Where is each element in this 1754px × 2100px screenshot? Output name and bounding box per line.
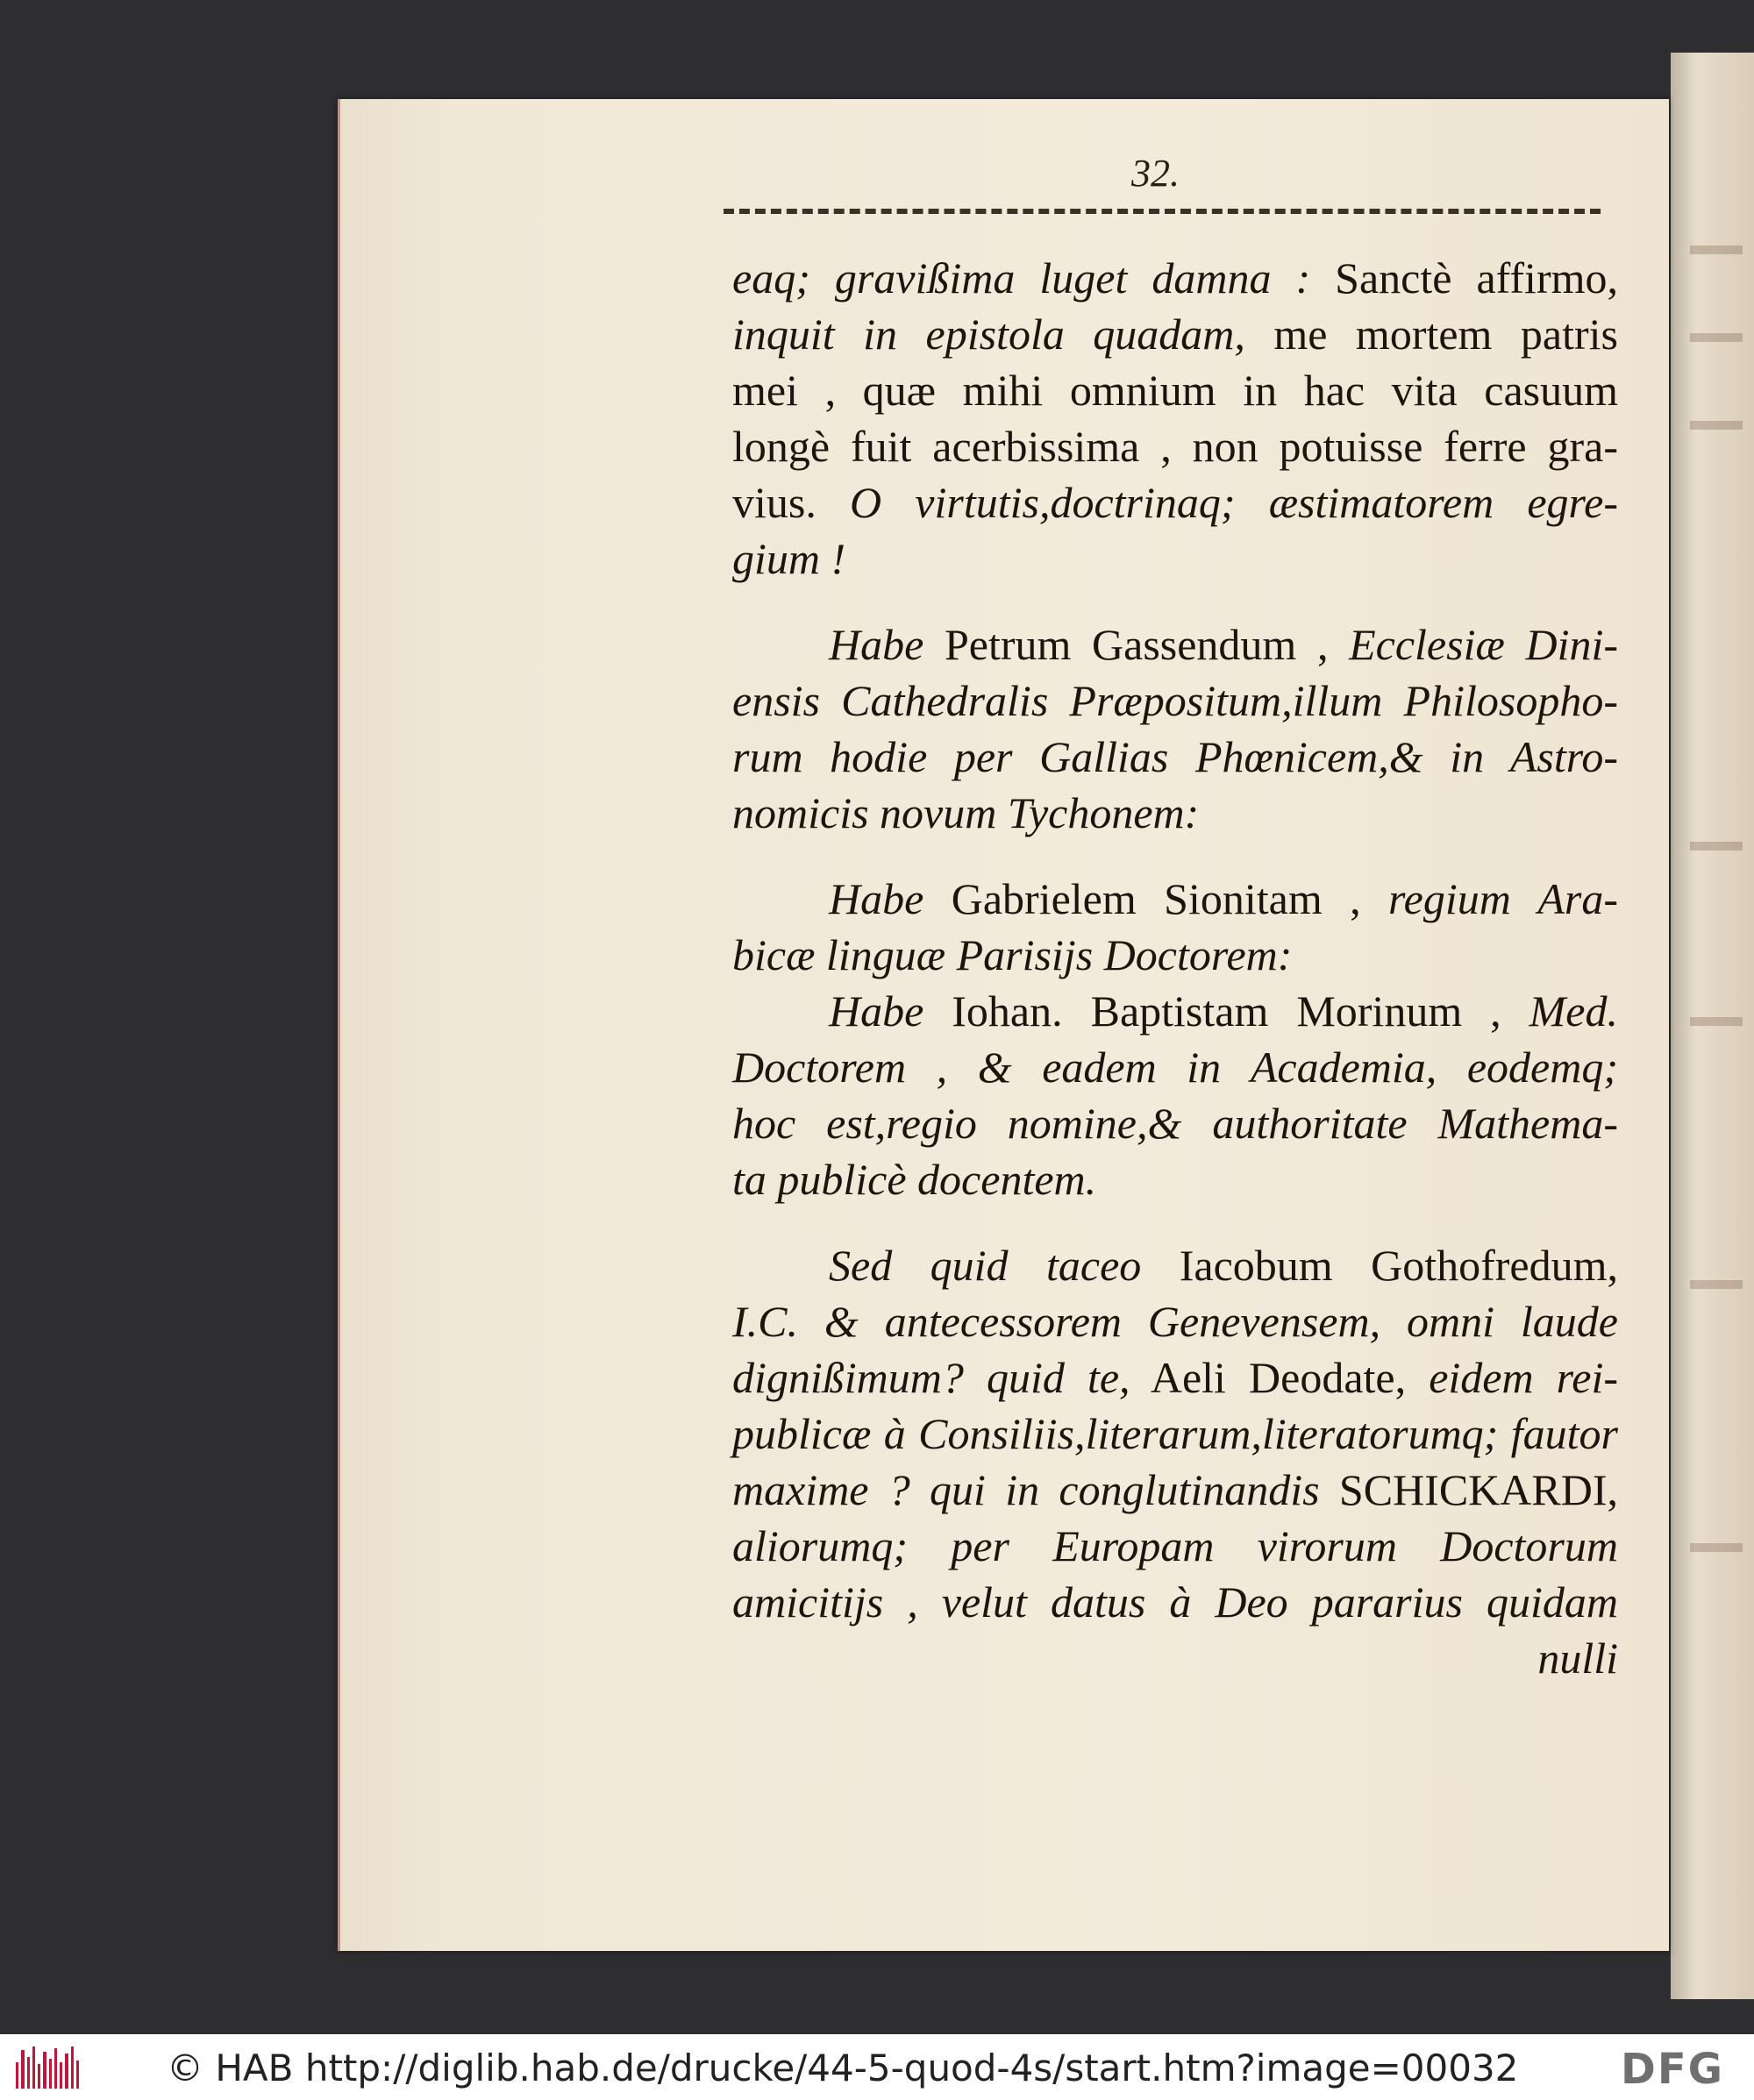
page-number: 32.: [1131, 152, 1180, 195]
text-line: Doctorem , & eadem in Academia, eodemq;: [732, 1043, 1618, 1092]
next-page-edge: [1671, 53, 1754, 1999]
text-line: mei , quæ mihi omnium in hac vita casuum: [732, 366, 1618, 415]
text-line: inquit in epistola quadam, me mortem patris: [732, 310, 1618, 359]
page-text: [732, 250, 1618, 1686]
text-line: ensis Cathedralis Præpositum,illum Philosopho-: [732, 676, 1618, 725]
text-line: Sed quid taceo Iacobum Gothofredum,: [829, 1241, 1618, 1290]
text-line: bicæ linguæ Parisijs Doctorem:: [732, 930, 1293, 979]
dfg-logo: DFG: [1621, 2045, 1725, 2094]
hab-barcode-icon: [16, 2047, 79, 2089]
text-line: I.C. & antecessorem Genevensem, omni laude: [732, 1297, 1618, 1346]
text-line: Habe Petrum Gassendum , Ecclesiæ Dini-: [829, 620, 1618, 669]
text-line: dignißimum? quid te, Aeli Deodate, eidem rei-: [732, 1353, 1618, 1402]
footer-bar: [0, 2034, 1754, 2100]
text-line: eaq; gravißima luget damna : Sanctè affirmo,: [732, 253, 1618, 303]
text-line: vius. O virtutis,doctrinaq; æstimatorem egre-: [732, 478, 1618, 527]
text-line: nomicis novum Tychonem:: [732, 788, 1200, 837]
text-line: Habe Gabrielem Sionitam , regium Ara-: [829, 874, 1619, 923]
text-line: longè fuit acerbissima , non potuisse ferre gra-: [732, 422, 1618, 471]
text-line: Habe Iohan. Baptistam Morinum , Med.: [829, 986, 1618, 1036]
source-url-link[interactable]: © HAB http://diglib.hab.de/drucke/44-5-quod-4s/start.htm?image=00032: [167, 2047, 1519, 2089]
catchword: nulli: [1537, 1634, 1618, 1683]
text-line: ta publicè docentem.: [732, 1155, 1097, 1204]
header-rule: [724, 209, 1601, 214]
text-line: aliorumq; per Europam virorum Doctorum: [732, 1521, 1618, 1570]
text-line: hoc est,regio nomine,& authoritate Mathema-: [732, 1099, 1618, 1148]
text-line: amicitijs , velut datus à Deo pararius quidam: [732, 1577, 1618, 1627]
text-line: publicæ à Consiliis,literarum,literatorumq; fautor: [732, 1409, 1618, 1458]
text-line: gium !: [732, 534, 846, 583]
text-line: maxime ? qui in conglutinandis SCHICKARDI,: [732, 1465, 1618, 1514]
text-line: rum hodie per Gallias Phœnicem,& in Astro-: [732, 732, 1618, 781]
